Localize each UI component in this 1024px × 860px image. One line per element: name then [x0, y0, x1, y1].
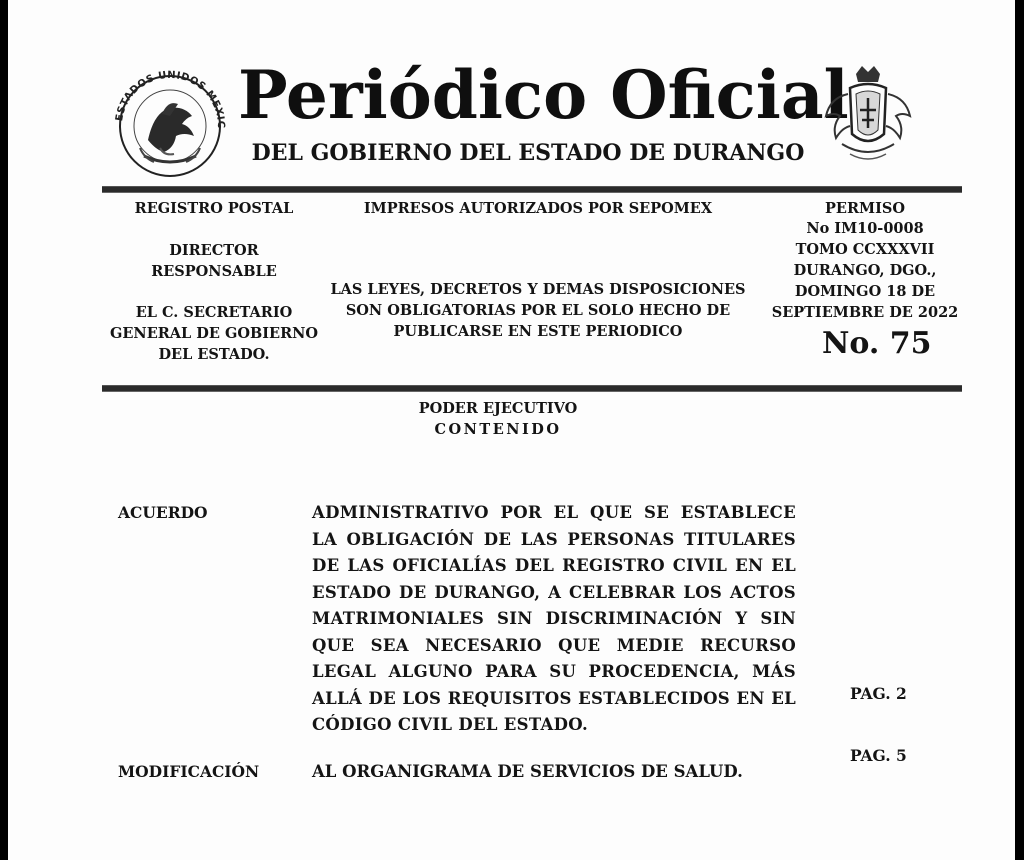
- bottom-divider: [102, 385, 962, 392]
- permiso-number: No IM10-0008: [806, 220, 924, 237]
- entry-text-modificacion: AL ORGANIGRAMA DE SERVICIOS DE SALUD.: [312, 762, 743, 781]
- leyes-line-2: SON OBLIGATORIAS POR EL SOLO HECHO DE: [345, 302, 731, 319]
- poder-ejecutivo-heading: PODER EJECUTIVO: [418, 400, 578, 417]
- ciudad: DURANGO, DGO.,: [793, 262, 937, 279]
- state-coat-of-arms-icon: [820, 64, 916, 168]
- registro-postal: REGISTRO POSTAL: [134, 200, 294, 217]
- page-subtitle: DEL GOBIERNO DEL ESTADO DE DURANGO: [251, 140, 805, 166]
- national-seal-icon: [104, 60, 236, 180]
- entry-text-acuerdo: ADMINISTRATIVO POR EL QUE SE ESTABLECE LA OBLIGACIÓN DE LAS PERSONAS TITULARES DE LAS OFICIALÍAS DEL REGISTRO CIVIL EN EL ESTADO DE DURANGO, A CELEBRAR LOS ACTOS MATRIMONIALES SIN DISCRIMINACIÓN Y SIN QUE SEA NECESARIO QUE MEDIE RECURSO LEGAL ALGUNO PARA SU PROCEDENCIA, MÁS ALLÁ DE LOS REQUISITOS ESTABLECIDOS EN EL CÓDIGO CIVIL DEL ESTADO.: [312, 503, 796, 734]
- leyes-line-1: LAS LEYES, DECRETOS Y DEMAS DISPOSICIONES: [330, 281, 746, 298]
- page-title: Periódico Oficial: [238, 56, 849, 134]
- fecha-line-2: SEPTIEMBRE DE 2022: [771, 304, 959, 321]
- document-page: [8, 0, 1015, 860]
- impresos-autorizados: IMPRESOS AUTORIZADOS POR SEPOMEX: [363, 200, 713, 217]
- entry-page-acuerdo: PAG. 2: [850, 684, 907, 703]
- entry-page-modificacion: PAG. 5: [850, 746, 907, 765]
- tomo: TOMO CCXXXVII: [795, 241, 935, 258]
- director-line-1: DIRECTOR: [169, 242, 259, 259]
- leyes-line-3: PUBLICARSE EN ESTE PERIODICO: [393, 323, 683, 340]
- top-divider: [102, 186, 962, 193]
- svg-text:ESTADOS UNIDOS MEXICANOS: ESTADOS UNIDOS MEXIC: [114, 69, 227, 129]
- secretario-line-3: DEL ESTADO.: [158, 346, 270, 363]
- contenido-heading: CONTENIDO: [434, 421, 562, 438]
- secretario-line-2: GENERAL DE GOBIERNO: [110, 325, 318, 342]
- entry-label-acuerdo: ACUERDO: [118, 503, 208, 522]
- entry-label-modificacion: MODIFICACIÓN: [118, 762, 260, 781]
- permiso-label: PERMISO: [825, 200, 905, 217]
- issue-number: No. 75: [822, 326, 932, 361]
- fecha-line-1: DOMINGO 18 DE: [794, 283, 936, 300]
- secretario-line-1: EL C. SECRETARIO: [135, 304, 293, 321]
- director-line-2: RESPONSABLE: [151, 263, 277, 280]
